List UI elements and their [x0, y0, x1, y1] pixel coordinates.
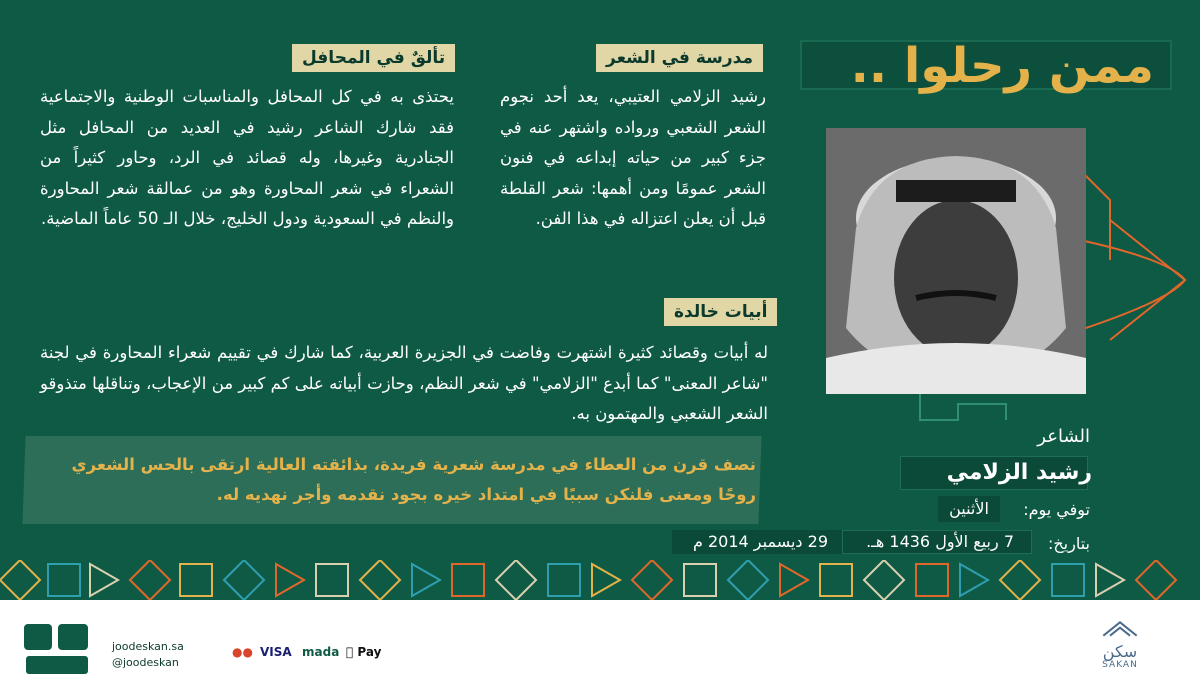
quote-text: نصف قرن من العطاء في مدرسة شعرية فريدة، بذائقته العالية ارتقى بالحس الشعري روحًا ومعنى فلنكن سببًا في امتداد خيره بجود نقدمه وأجر نهديه له. — [71, 455, 756, 504]
verses-heading: أبيات خالدة — [664, 298, 777, 326]
gatherings-heading: تألقٌ في المحافل — [292, 44, 455, 72]
date-hijri: 7 ربيع الأول 1436 هـ. — [866, 532, 1014, 551]
pattern-strip — [0, 560, 1200, 600]
poetry-school-heading: مدرسة في الشعر — [596, 44, 763, 72]
poet-name: رشيد الزلامي — [946, 460, 1092, 485]
footer-url[interactable]: joodeskan.sa — [112, 640, 184, 653]
page-title: ممن رحلوا .. — [850, 38, 1154, 94]
footer-handle[interactable]: @joodeskan — [112, 656, 179, 669]
poet-label: الشاعر — [1037, 426, 1090, 447]
sakan-roof-icon — [1100, 618, 1140, 640]
death-label: توفي يوم: — [1023, 500, 1090, 519]
visa-label: VISA — [260, 645, 292, 659]
death-day: الأثنين — [938, 496, 1000, 522]
sakan-logo — [1090, 618, 1150, 680]
apple-pay-text: Pay — [346, 645, 371, 659]
sakan-latin: SAKAN — [1102, 660, 1138, 670]
poet-photo — [826, 128, 1086, 394]
mada-label: mada — [302, 645, 340, 659]
mastercard-icon: ●● — [232, 645, 253, 659]
jood-eskan-logo — [20, 618, 94, 678]
verses-text: له أبيات وقصائد كثيرة اشتهرت وفاضت في الجزيرة العربية، كما شارك في تقييم شعراء المحاورة في لجنة "شاعر المعنى" كما أبدع "الزلامي" في شعر النظم، وحازت أبياته على كم كبير من الإعجاب، وتناقلها متذوقو الشعر الشعبي والمهتمون به. — [40, 343, 768, 423]
date-gregorian: 29 ديسمبر 2014 م — [692, 532, 828, 551]
date-label: بتاريخ: — [1047, 534, 1090, 553]
geometric-ornament — [918, 392, 1008, 422]
apple-pay-label — [346, 645, 381, 659]
sakan-arabic: سكن — [1102, 642, 1138, 661]
gatherings-text: يحتذى به في كل المحافل والمناسبات الوطنية والاجتماعية فقد شارك الشاعر رشيد في العديد من المحافل مثل الجنادرية وغيرها، وله قصائد في الرد، وحاور كثيراً من الشعراء في شعر المحاورة وهو من عمالقة شعر المحاورة والنظم في السعودية ودول الخليج، خلال الـ 50 عاماً الماضية. — [40, 87, 454, 228]
poetry-school-text: رشيد الزلامي العتيبي، يعد أحد نجوم الشعر الشعبي ورواده واشتهر عنه في جزء كبير من حياته إبداعه في فنون الشعر عمومًا ومن أهمها: شعر القلطة قبل أن يعلن اعتزاله في هذا الفن. — [500, 87, 766, 228]
